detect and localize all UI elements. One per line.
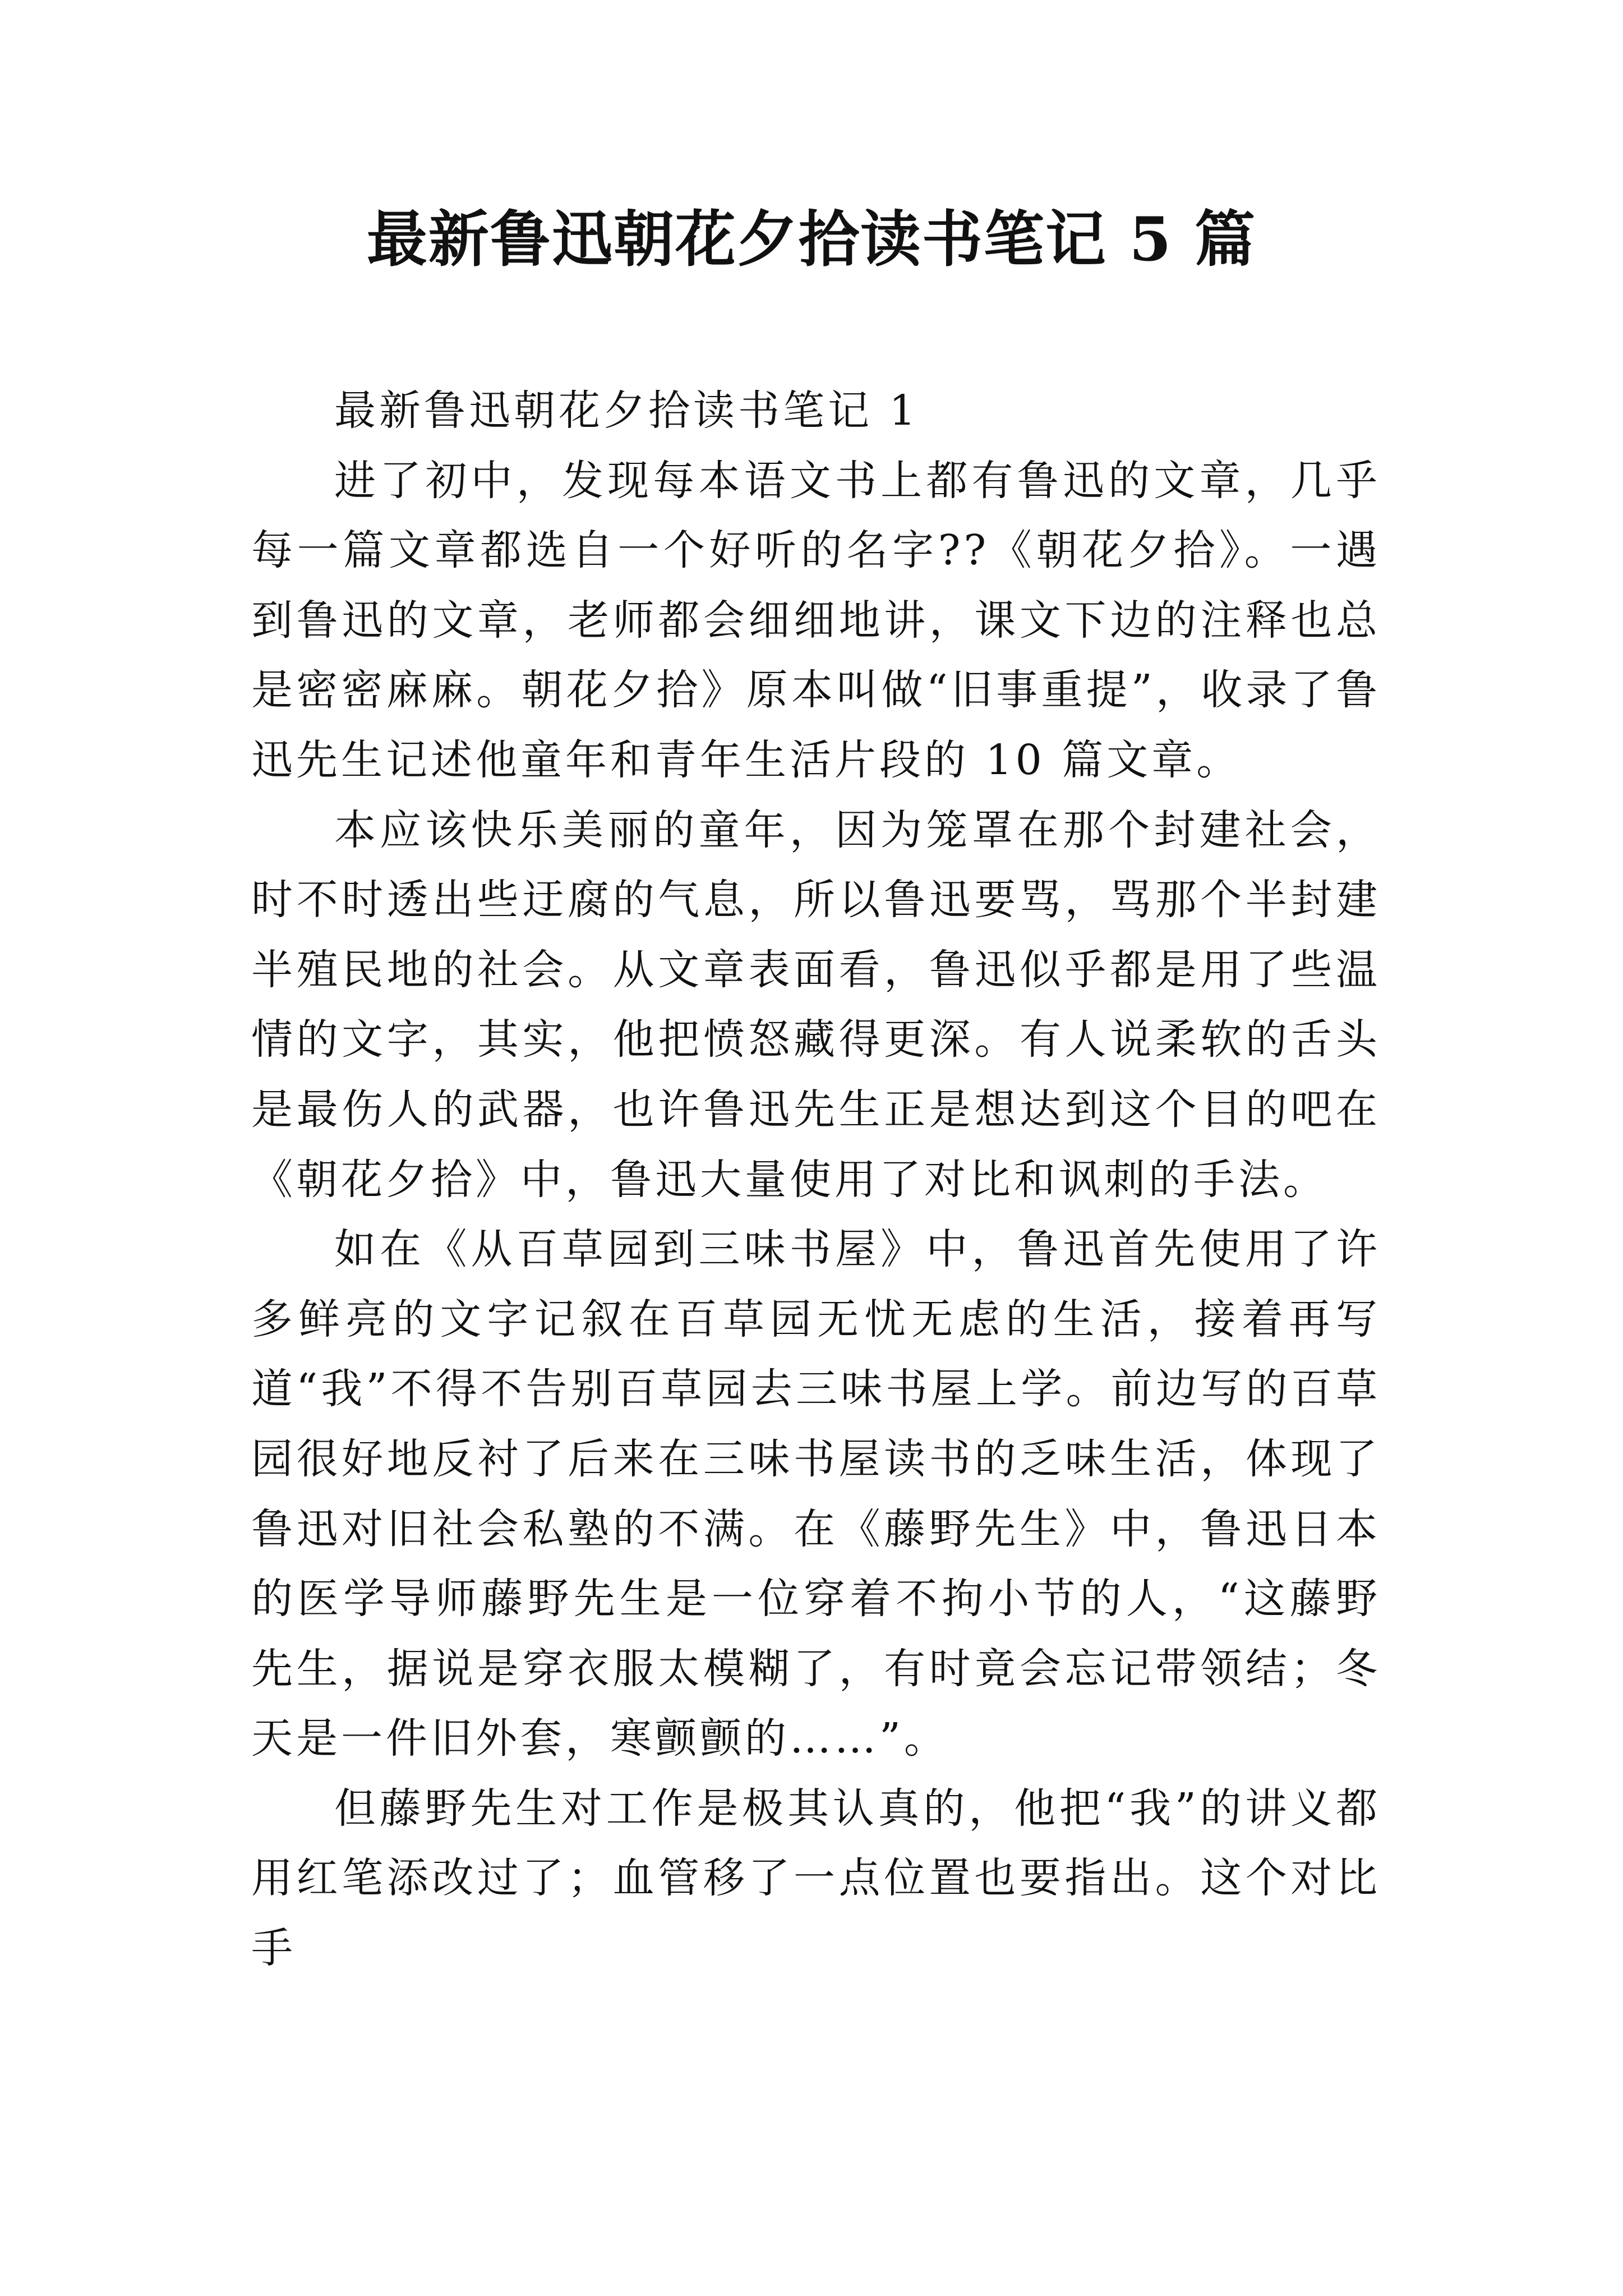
- paragraph: 但藤野先生对工作是极其认真的，他把“我”的讲义都用红笔添改过了；血管移了一点位置也要指出。这个对比手: [251, 1784, 1381, 1973]
- paragraph: 本应该快乐美丽的童年，因为笼罩在那个封建社会，时不时透出些迂腐的气息，所以鲁迅要骂，骂那个半封建半殖民地的社会。从文章表面看，鲁迅似乎都是用了些温情的文字，其实，他把愤怒藏得更深。有人说柔软的舌头是最伤人的武器，也许鲁迅先生正是想达到这个目的吧在《朝花夕拾》中，鲁迅大量使用了对比和讽刺的手法。: [251, 806, 1381, 1204]
- document-body: [251, 376, 1381, 1984]
- paragraph: 进了初中，发现每本语文书上都有鲁迅的文章，几乎每一篇文章都选自一个好听的名字??《朝花夕拾》。一遇到鲁迅的文章，老师都会细细地讲，课文下边的注释也总是密密麻麻。朝花夕拾》原本叫做“旧事重提”，收录了鲁迅先生记述他童年和青年生活片段的 10 篇文章。: [251, 456, 1381, 784]
- paragraph: 如在《从百草园到三味书屋》中，鲁迅首先使用了许多鲜亮的文字记叙在百草园无忧无虑的生活，接着再写道“我”不得不告别百草园去三味书屋上学。前边写的百草园很好地反衬了后来在三味书屋读书的乏味生活，体现了鲁迅对旧社会私塾的不满。在《藤野先生》中，鲁迅日本的医学导师藤野先生是一位穿着不拘小节的人，“这藤野先生，据说是穿衣服太模糊了，有时竟会忘记带领结；冬天是一件旧外套，寒颤颤的……”。: [251, 1225, 1381, 1763]
- section-heading: 最新鲁迅朝花夕拾读书笔记 1: [334, 386, 919, 435]
- document-title: 最新鲁迅朝花夕拾读书笔记 5 篇: [366, 204, 1257, 275]
